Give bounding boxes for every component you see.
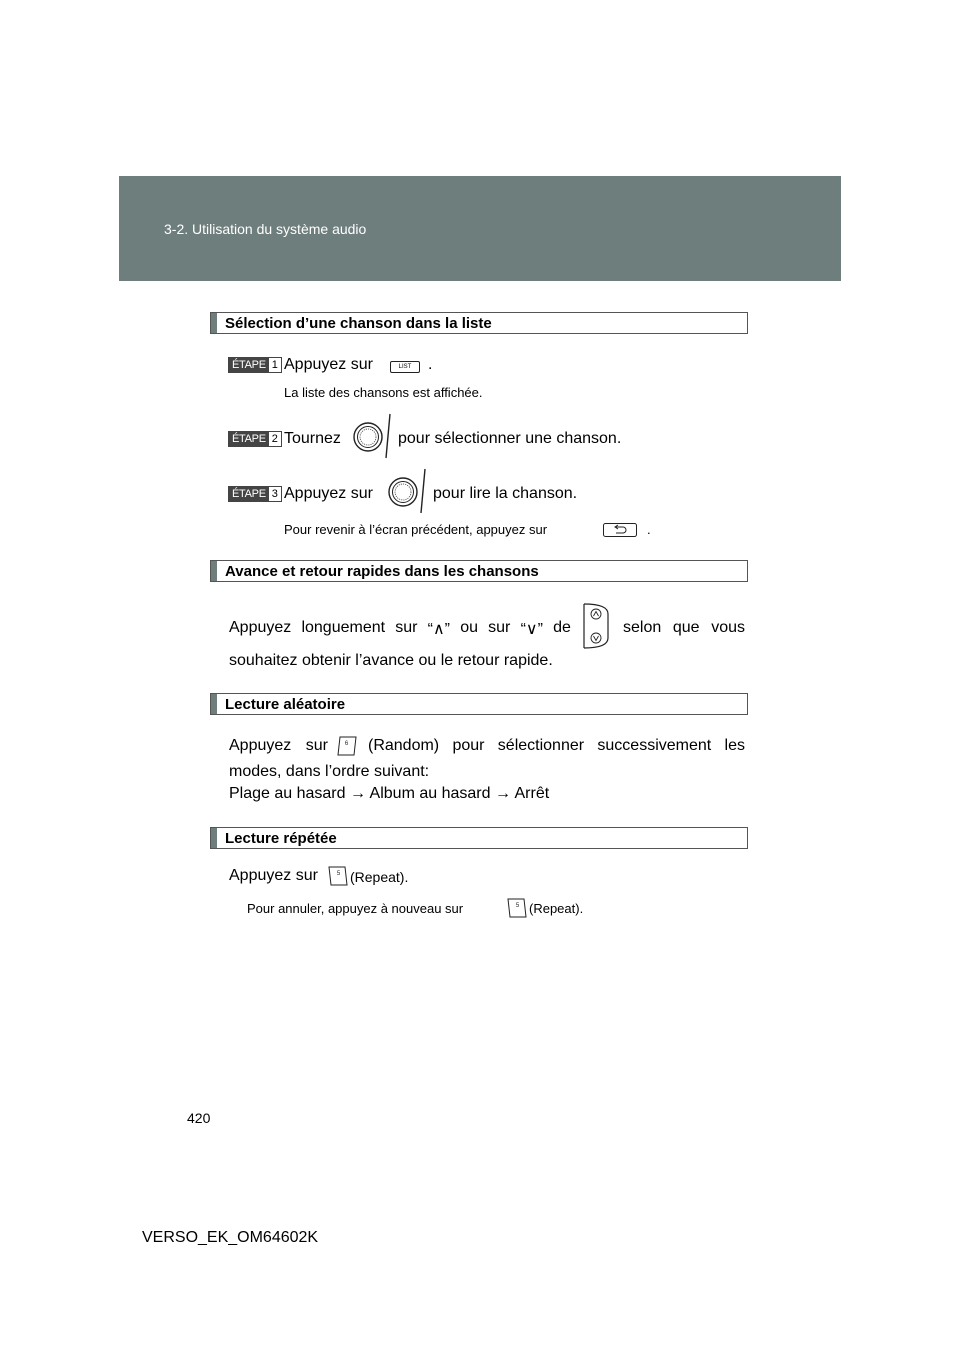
- section-accent: [211, 313, 217, 333]
- random-button-label: 6: [344, 741, 349, 747]
- seek-up-down-switch-icon: [580, 602, 612, 650]
- step-label: ÉTAPE: [229, 432, 269, 446]
- section-title: Avance et retour rapides dans les chansons: [225, 563, 539, 580]
- word: ou: [460, 619, 478, 636]
- back-button-icon: [603, 523, 637, 537]
- step-label: ÉTAPE: [229, 487, 269, 501]
- step1-text-after: .: [428, 356, 433, 373]
- section-heading-random: [210, 693, 748, 715]
- word: les: [724, 737, 745, 754]
- repeat-note-after: (Repeat).: [529, 901, 584, 916]
- step-number: 3: [269, 487, 281, 501]
- list-button-label: LIST: [398, 364, 412, 370]
- repeat-note-before: Pour annuler, appuyez à nouveau sur: [247, 901, 464, 916]
- tune-select-knob-icon: [350, 412, 394, 460]
- random-line1-start: [229, 737, 328, 755]
- repeat-button-5-icon: [327, 866, 349, 886]
- section-heading-repeat: [210, 827, 748, 849]
- word: sélectionner: [497, 737, 585, 754]
- step-badge-1: [228, 357, 282, 373]
- word: Appuyez: [229, 737, 292, 754]
- repeat-button-label: 5: [515, 903, 520, 909]
- section-accent: [211, 828, 217, 848]
- section-title: Sélection d’une chanson dans la liste: [225, 315, 492, 332]
- step-number: 2: [269, 432, 281, 446]
- word: vous: [711, 619, 745, 636]
- document-code: VERSO_EK_OM64602K: [142, 1229, 319, 1246]
- note-list-displayed: La liste des chansons est affichée.: [284, 385, 483, 400]
- step-label: ÉTAPE: [229, 358, 269, 372]
- chapter-title: 3-2. Utilisation du système audio: [164, 221, 367, 237]
- word: Appuyez: [229, 619, 292, 636]
- list-button-icon: [390, 361, 420, 373]
- random-sequence: Plage au hasard → Album au hasard → Arrêt: [229, 785, 550, 802]
- word: selon: [623, 619, 662, 636]
- step3-text-before: Appuyez sur: [284, 485, 373, 502]
- step2-text-before: Tournez: [284, 430, 341, 447]
- section-accent: [211, 561, 217, 581]
- seek-line1-start: [229, 619, 571, 639]
- seek-line2: souhaitez obtenir l’avance ou le retour rapide.: [229, 652, 553, 669]
- word: de: [553, 619, 571, 636]
- random-button-6-icon: [336, 736, 358, 756]
- step-badge-2: [228, 431, 282, 447]
- word: longuement: [301, 619, 386, 636]
- section-heading-fast-forward-rewind: [210, 560, 748, 582]
- section-heading-list-selection: [210, 312, 748, 334]
- word: “∨”: [520, 621, 543, 638]
- repeat-button-label: 5: [336, 871, 341, 877]
- word: sur: [395, 619, 418, 636]
- note-back-after: .: [647, 522, 651, 537]
- word: que: [672, 619, 700, 636]
- step1-text-before: Appuyez sur: [284, 356, 373, 373]
- step-badge-3: [228, 486, 282, 502]
- word: sur: [305, 737, 328, 754]
- word: “∧”: [427, 621, 451, 638]
- section-accent: [211, 694, 217, 714]
- seek-line1-end: [623, 619, 745, 637]
- note-back-before: Pour revenir à l’écran précédent, appuyez sur: [284, 522, 548, 537]
- tune-select-knob-icon: [385, 467, 429, 515]
- header-band: [119, 176, 841, 281]
- word: successivement: [597, 737, 712, 754]
- page-number: 420: [187, 1110, 211, 1126]
- random-line1-end: [368, 737, 745, 755]
- random-line2: modes, dans l’ordre suivant:: [229, 763, 430, 780]
- section-title: Lecture aléatoire: [225, 696, 346, 713]
- step2-text-after: pour sélectionner une chanson.: [398, 430, 622, 447]
- word: sur: [488, 619, 511, 636]
- repeat-line-before: Appuyez sur: [229, 867, 318, 884]
- repeat-button-5-icon: [506, 898, 528, 918]
- repeat-line-after: (Repeat).: [350, 869, 409, 885]
- section-title: Lecture répétée: [225, 830, 337, 847]
- word: (Random): [368, 737, 440, 754]
- step-number: 1: [269, 358, 281, 372]
- word: pour: [452, 737, 485, 754]
- step3-text-after: pour lire la chanson.: [433, 485, 578, 502]
